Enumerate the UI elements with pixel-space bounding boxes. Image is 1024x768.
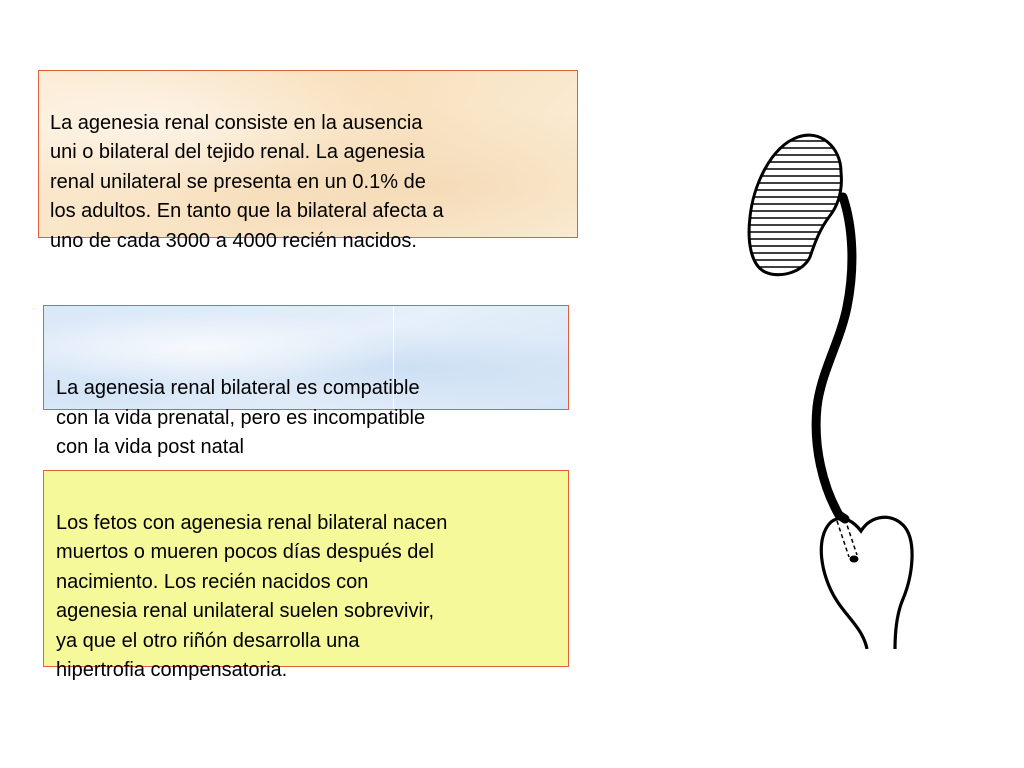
urinary-tract-svg xyxy=(745,117,937,649)
definition-text: La agenesia renal consiste en la ausencia uni o bilateral del tejido renal. La agenesia renal unilateral se presenta en un 0.1% de los adultos. En tanto que la bilateral afecta a uno de cada 3000 a 4000 recién nacidos. xyxy=(50,111,444,252)
urinary-tract-diagram xyxy=(745,117,937,649)
prognosis-textbox xyxy=(43,470,569,681)
bladder-shape xyxy=(821,517,912,649)
prognosis-text: Los fetos con agenesia renal bilateral nacen muertos o mueren pocos días después del nacimiento. Los recién nacidos con agenesia renal unilateral suelen sobrevivir, ya que el otro riñón desarrolla una hipertrofia compensatoria. xyxy=(56,511,448,681)
compatibility-textbox xyxy=(43,305,569,458)
kidney-shape xyxy=(745,135,845,275)
ureter-shape xyxy=(816,197,852,519)
definition-textbox xyxy=(38,70,578,252)
compatibility-text: La agenesia renal bilateral es compatible con la vida prenatal, pero es incompatible con la vida post natal xyxy=(56,377,426,458)
